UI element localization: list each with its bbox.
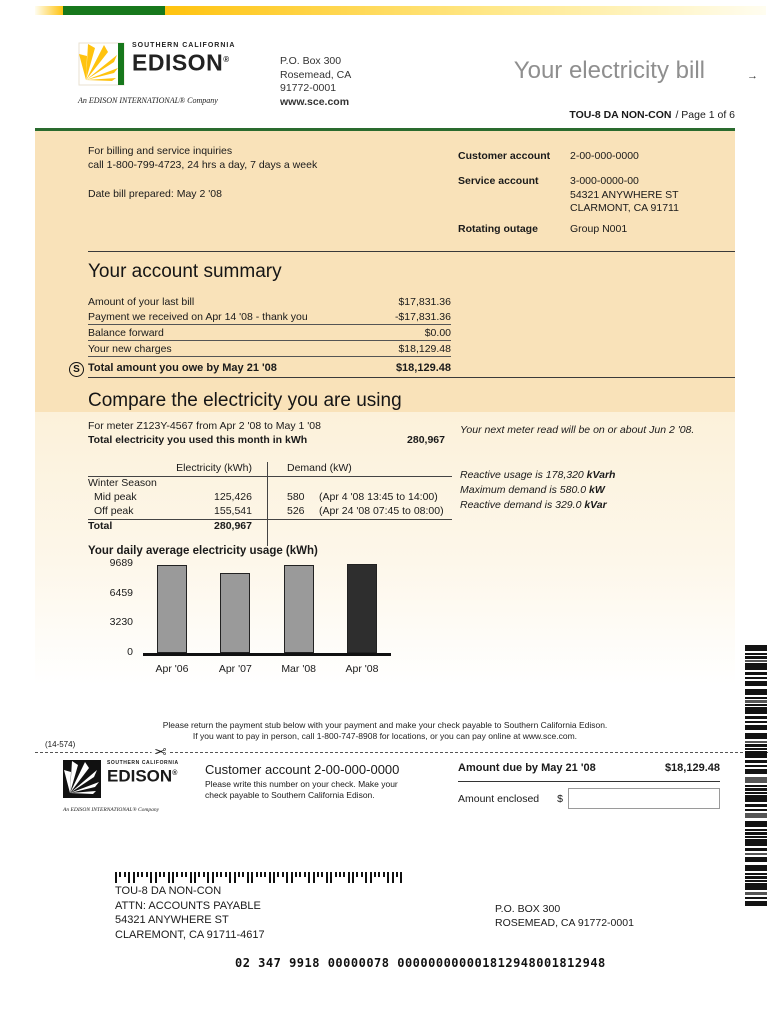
usage-table: [88, 462, 452, 534]
customer-account-value: 2-00-000-0000: [570, 150, 639, 162]
summary-row-value: $0.00: [424, 327, 451, 339]
date-bill-prepared: Date bill prepared: May 2 '08: [88, 188, 222, 200]
return-address: [495, 902, 634, 930]
service-address-line1: 54321 ANYWHERE ST: [570, 188, 679, 201]
registered-mark: ®: [223, 55, 230, 64]
chart-ytick: 9689: [109, 557, 133, 569]
season-row: [88, 477, 452, 491]
top-bar-gold-segment: [165, 6, 766, 15]
customer-account-label: Customer account: [458, 150, 551, 162]
postnet-barcode: [115, 872, 405, 883]
form-number: (14-574): [45, 740, 76, 749]
maximum-demand-line: Maximum demand is 580.0 kW: [460, 484, 605, 496]
meter-line: For meter Z123Y-4567 from Apr 2 '08 to May 1 '08: [88, 420, 321, 432]
usage-bar: [220, 573, 250, 653]
rate-schedule-line: [569, 109, 735, 121]
summary-row: [88, 325, 451, 341]
summary-row-label: Amount of your last bill: [88, 296, 195, 308]
customer-account-row: [458, 150, 639, 164]
reactive-usage-line: Reactive usage is 178,320 kVarh: [460, 469, 616, 481]
usage-row-label: Off peak: [94, 505, 134, 517]
top-color-bar: [35, 6, 766, 15]
usage-section-title: Compare the electricity you are using: [88, 390, 402, 411]
logo-tagline: An EDISON INTERNATIONAL® Company: [78, 96, 218, 105]
next-meter-read: Your next meter read will be on or about Jun 2 '08.: [460, 424, 695, 436]
usage-total-kwh: 280,967: [214, 520, 252, 532]
usage-row: [88, 491, 452, 505]
summary-total-value: $18,129.48: [395, 362, 451, 374]
top-bar-fade-left: [35, 6, 63, 15]
summary-row: [88, 309, 451, 325]
summary-row-label: Your new charges: [88, 343, 172, 355]
summary-total-label: Total amount you owe by May 21 '08: [88, 362, 277, 374]
chart-xlabel: Apr '07: [218, 663, 252, 675]
account-summary-table: [73, 294, 451, 375]
usage-row-kwh: 125,426: [214, 491, 252, 503]
amount-due-value: $18,129.48: [664, 762, 720, 774]
usage-total-row: [88, 520, 452, 534]
logo-company-large: EDISON®: [132, 49, 230, 76]
mailing-address-line: TOU-8 DA NON-CON: [115, 885, 222, 897]
return-address-line: P.O. BOX 300: [495, 903, 561, 915]
total-usage-label: Total electricity you used this month in kWh: [88, 433, 308, 446]
account-info-panel: [35, 131, 735, 412]
company-address: [280, 55, 351, 109]
company-website: www.sce.com: [280, 95, 350, 108]
chart-ytick: 6459: [109, 586, 133, 599]
total-usage-value: 280,967: [407, 433, 445, 446]
stub-note-line2: check payable to Southern California Edison.: [205, 790, 375, 800]
chart-xlabel: Apr '06: [155, 663, 189, 675]
mailing-address-line: ATTN: ACCOUNTS PAYABLE: [115, 899, 261, 912]
usage-row-kw: 526: [287, 505, 305, 517]
reactive-demand-line: Reactive demand is 329.0 kVar: [460, 499, 607, 511]
currency-symbol: $: [557, 792, 563, 805]
service-account-row: [458, 175, 679, 216]
payment-instructions-line1: Please return the payment stub below with your payment and make your check payable to Southern California Edison.: [162, 720, 608, 730]
usage-panel: [35, 412, 735, 745]
stub-customer-account: Customer account 2-00-000-0000: [205, 762, 400, 777]
rotating-outage-label: Rotating outage: [458, 223, 538, 235]
summary-row: [88, 294, 451, 309]
logo-company-small: SOUTHERN CALIFORNIA: [132, 42, 236, 49]
page-title: Your electricity bill: [513, 57, 705, 84]
stub-sunburst-logo-icon: [63, 760, 101, 803]
top-bar-green-segment: [63, 6, 165, 15]
remit-line: 91772-0001: [280, 82, 337, 94]
usage-bar: [284, 565, 314, 653]
payment-instructions-line2: If you want to pay in person, call 1-800-747-8908 for locations, or you can pay online at www.sce.com.: [192, 731, 578, 741]
stub-note: [205, 779, 399, 801]
rotating-outage-row: [458, 223, 627, 237]
usage-bar: [347, 564, 377, 653]
payment-instructions: [35, 720, 735, 742]
usage-row-when: (Apr 4 '08 13:45 to 14:00): [319, 491, 438, 503]
summary-row-value: $17,831.36: [398, 296, 451, 308]
mailing-address-line: CLAREMONT, CA 91711-4617: [115, 928, 265, 941]
rate-schedule: TOU-8 DA NON-CON: [569, 109, 672, 121]
summary-row-label: Payment we received on Apr 14 '08 - thank you: [88, 311, 308, 323]
account-summary-title: Your account summary: [88, 261, 282, 282]
page-number: / Page 1 of 6: [675, 109, 735, 121]
summary-row-value: $18,129.48: [398, 343, 451, 355]
ocr-scan-line: 02 347 9918 00000078 000000000001812948001812948: [235, 956, 606, 970]
season-label: Winter Season: [88, 477, 157, 489]
stub-barcode: [745, 645, 767, 909]
amount-enclosed-label: Amount enclosed: [458, 792, 540, 805]
chart-xlabel: Mar '08: [281, 663, 316, 675]
sunburst-logo-icon: [78, 42, 126, 91]
amount-enclosed-row: [458, 788, 720, 809]
chart-title: Your daily average electricity usage (kWh): [88, 545, 318, 557]
usage-chart-xlabels: [143, 663, 391, 675]
scissors-icon: ✂: [154, 744, 167, 761]
stub-note-line1: Please write this number on your check. Make your: [205, 779, 398, 789]
usage-row: [88, 505, 452, 520]
usage-row-label: Mid peak: [94, 491, 137, 503]
usage-chart-yaxis: [95, 557, 143, 658]
inquiries-line2: call 1-800-799-4723, 24 hrs a day, 7 days a week: [88, 158, 318, 171]
mailing-address-line: 54321 ANYWHERE ST: [115, 914, 229, 926]
stub-logo-tagline: An EDISON INTERNATIONAL® Company: [63, 807, 160, 813]
chart-xlabel: Apr '08: [345, 663, 379, 675]
amount-due-label: Amount due by May 21 '08: [458, 762, 596, 774]
reactive-block: [460, 468, 615, 513]
summary-row-value: -$17,831.36: [394, 311, 451, 323]
inquiries-line1: For billing and service inquiries: [88, 145, 233, 157]
usage-chart: [95, 557, 391, 675]
sce-s-icon: S: [69, 362, 84, 377]
usage-row-when: (Apr 24 '08 07:45 to 08:00): [319, 505, 444, 517]
service-account-number: 3-000-0000-00: [570, 175, 639, 187]
tear-line: [35, 752, 768, 753]
stub-logo-large: EDISON®: [107, 766, 178, 786]
return-address-line: ROSEMEAD, CA 91772-0001: [495, 917, 634, 929]
summary-total-row: [73, 362, 451, 375]
amount-enclosed-input[interactable]: [568, 788, 720, 809]
summary-top-rule: [88, 251, 735, 252]
col-electricity-header: Electricity (kWh): [176, 462, 252, 474]
service-account-value: [570, 175, 679, 216]
company-logo: [78, 42, 235, 105]
billing-inquiries: [88, 145, 317, 172]
usage-chart-plot: [143, 564, 391, 656]
col-demand-header: Demand (kW): [287, 462, 352, 474]
service-account-label: Service account: [458, 175, 539, 187]
usage-table-header: [88, 462, 452, 477]
stub-logo-small: SOUTHERN CALIFORNIA: [107, 760, 179, 766]
summary-row-label: Balance forward: [88, 327, 164, 339]
remit-line: Rosemead, CA: [280, 68, 352, 81]
amount-due-row: [458, 762, 720, 782]
remit-line: P.O. Box 300: [280, 55, 342, 67]
stub-account-block: [205, 762, 399, 801]
service-address-line2: CLARMONT, CA 91711: [570, 202, 679, 214]
mailing-address: [115, 884, 265, 942]
chart-ytick: 3230: [109, 616, 133, 629]
usage-bar: [157, 565, 187, 653]
rotating-outage-value: Group N001: [570, 223, 628, 235]
fold-mark-icon: →: [747, 70, 758, 82]
chart-ytick: 0: [127, 646, 133, 658]
summary-bottom-rule: [88, 377, 735, 378]
meter-block: [88, 420, 445, 447]
stub-amount-block: [458, 762, 720, 809]
usage-row-kw: 580: [287, 491, 305, 503]
stub-logo: [63, 760, 179, 813]
usage-row-kwh: 155,541: [214, 505, 252, 517]
usage-total-label: Total: [88, 520, 113, 532]
summary-row: [88, 341, 451, 357]
total-usage-row: [88, 434, 445, 448]
